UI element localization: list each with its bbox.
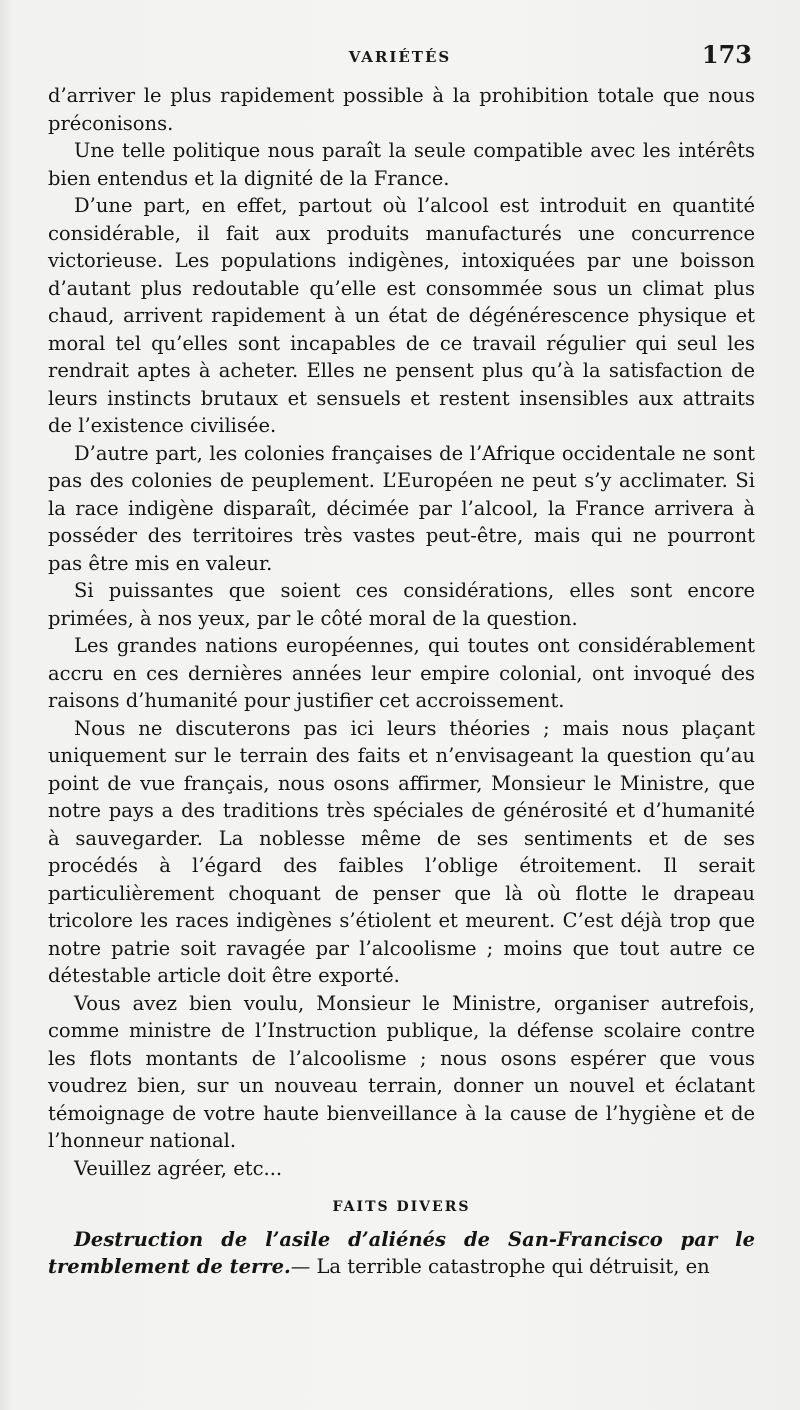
section-lead-text: — La terrible catastrophe qui détruisit, en (290, 1255, 710, 1278)
paragraph: Nous ne discuterons pas ici leurs théories ; mais nous plaçant uniquement sur le terrain des faits et n’envisageant la question qu’au point de vue français, nous osons affirmer, Monsieur le Ministre, que notre pays a des traditions très spéciales de générosité et d’humanité à sauvegarder. La noblesse même de ses sentiments et de ses procédés à l’égard des faibles l’oblige étroitement. Il serait particulièrement choquant de penser que là où flotte le drapeau tricolore les races indigènes s’étiolent et meurent. C’est déjà trop que notre patrie soit ravagée par l’alcoolisme ; moins que tout autre ce détestable article doit être exporté. (48, 716, 755, 987)
paragraph-continuation: d’arriver le plus rapidement possible à la prohibition totale que nous préconisons. (48, 84, 755, 135)
paragraph: Les grandes nations européennes, qui toutes ont considérablement accru en ces dernières années leur empire colonial, ont invoqué des raisons d’humanité pour justifier cet accroissement. (48, 634, 755, 712)
paragraph: Une telle politique nous paraît la seule compatible avec les intérêts bien entendus et la dignité de la France. (48, 139, 755, 190)
body-text (48, 82, 755, 1281)
section-lead-title: Destruction de l’asile d’aliénés de San-Francisco par le tremblement de terre. (48, 1227, 755, 1278)
page-number: 173 (701, 40, 752, 69)
closing-line: Veuillez agréer, etc... (74, 1156, 283, 1180)
section-heading: FAITS DIVERS (332, 1199, 471, 1215)
section-lead-paragraph (48, 1226, 755, 1281)
paragraph: D’une part, en effet, partout où l’alcool est introduit en quantité considérable, il fait aux produits manufacturés une concurrence victorieuse. Les populations indigènes, intoxiquées par une boisson d’autant plus redoutable qu’elle est consommée sous un climat plus chaud, arrivent rapidement à un état de dégénérescence physique et moral tel qu’elles sont incapables de ce travail régulier qui seul les rendrait aptes à acheter. Elles ne pensent plus qu’à la satisfaction de leurs instincts brutaux et sensuels et restent insensibles aux attraits de l’existence civilisée. (48, 194, 755, 437)
running-head: VARIÉTÉS (348, 48, 452, 66)
paragraph: D’autre part, les colonies françaises de l’Afrique occidentale ne sont pas des colonies de peuplement. L’Européen ne peut s’y acclimater. Si la race indigène disparaît, décimée par l’alcool, la France arrivera à posséder des territoires très vastes peut-être, mais qui ne pourront pas être mis en valeur. (48, 441, 755, 575)
paragraph: Si puissantes que soient ces considérations, elles sont encore primées, à nos yeux, par le côté moral de la question. (48, 579, 755, 630)
paragraph: Vous avez bien voulu, Monsieur le Ministre, organiser autrefois, comme ministre de l’Instruction publique, la défense scolaire contre les flots montants de l’alcoolisme ; nous osons espérer que vous voudrez bien, sur un nouveau terrain, donner un nouvel et éclatant témoignage de votre haute bienveillance à la cause de l’hygiène et de l’honneur national. (48, 991, 755, 1152)
page-header (48, 40, 752, 70)
